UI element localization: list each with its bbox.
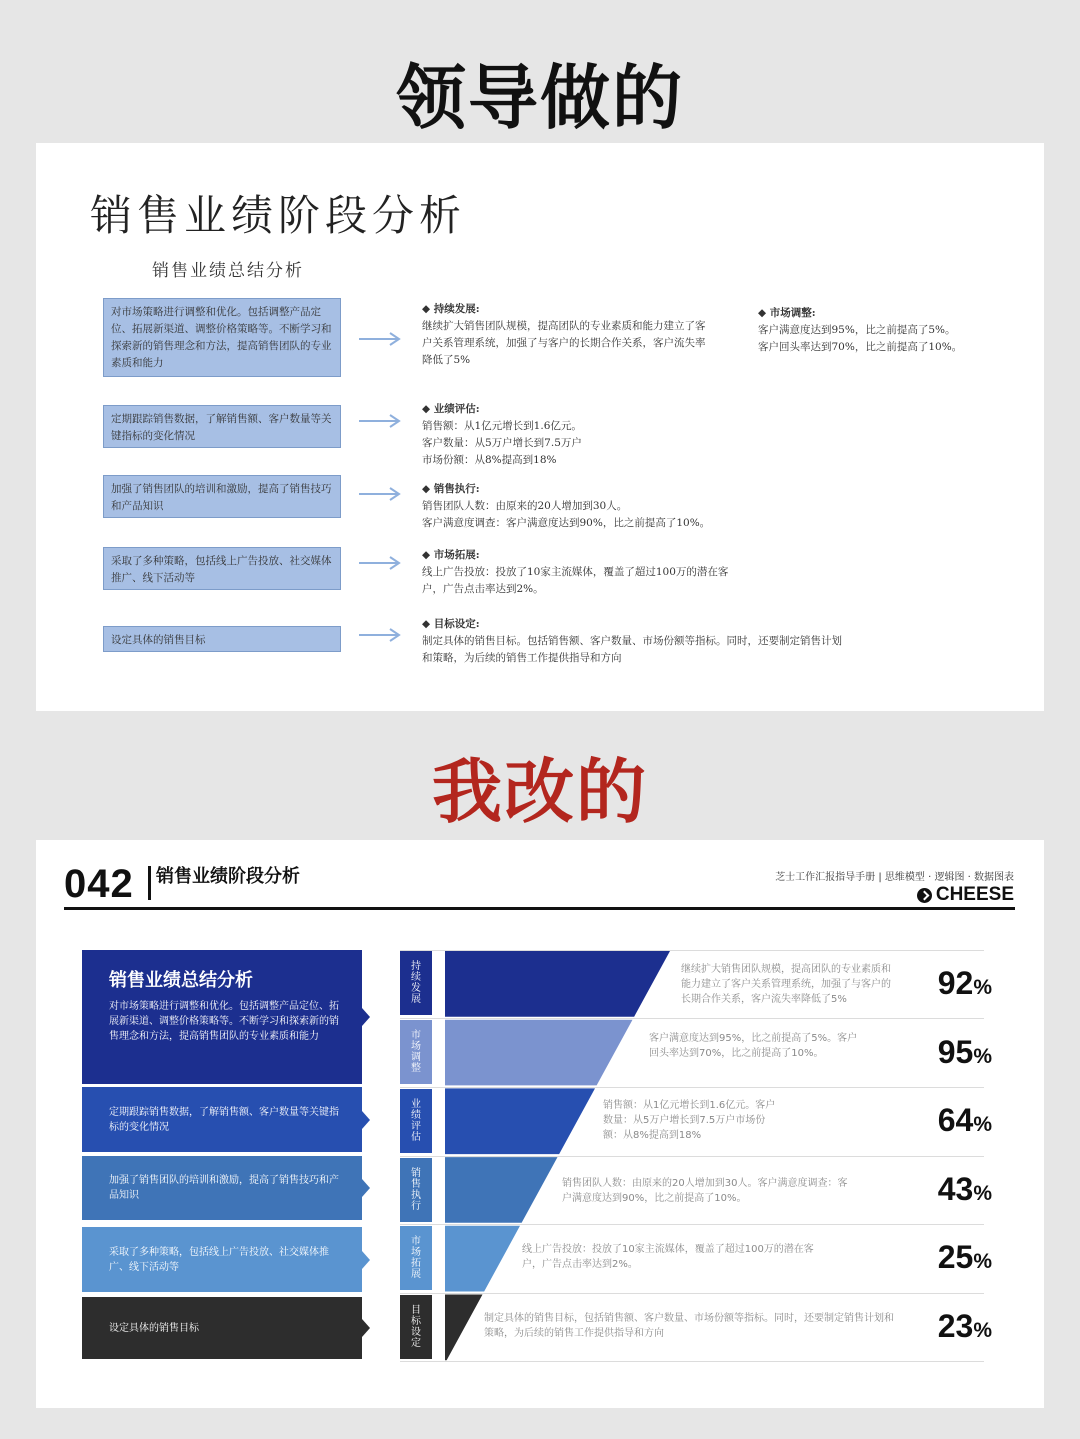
tag-evaluation: [400, 1089, 432, 1153]
old-box-2: 定期跟踪销售数据，了解销售额、客户数量等关键指标的变化情况: [103, 405, 341, 448]
detail-head: ◆ 目标设定:: [422, 618, 480, 630]
funnel-segment: [445, 951, 670, 1017]
old-detail-market: [758, 305, 1008, 356]
old-detail-target: [422, 616, 842, 667]
old-box-3: 加强了销售团队的培训和激励，提高了销售技巧和产品知识: [103, 475, 341, 518]
percent-sign: %: [973, 1319, 992, 1342]
funnel-segment: [445, 1157, 558, 1223]
row-divider: [400, 1293, 984, 1294]
right-arrow-icon: [358, 332, 402, 346]
funnel-segment: [445, 1020, 633, 1086]
old-slide-title: 销售业绩阶段分析: [90, 191, 467, 240]
page-number: 042: [64, 862, 134, 906]
percent-execution: [902, 1171, 992, 1208]
tag-target: [400, 1295, 432, 1359]
tag-sustain: [400, 951, 432, 1015]
row-divider: [400, 1156, 984, 1157]
detail-head: ◆ 业绩评估:: [422, 403, 480, 415]
detail-text: 线上广告投放：投放了10家主流媒体，覆盖了超过100万的潜在客户，广告点击率达到2%。: [422, 566, 729, 595]
tag-label: 销售执行: [411, 1168, 421, 1212]
old-box-5: 设定具体的销售目标: [103, 626, 341, 652]
detail-line: 销售额：从1亿元增长到1.6亿元。: [422, 420, 582, 432]
right-arrow-icon: [358, 628, 402, 642]
old-box-1: 对市场策略进行调整和优化。包括调整产品定位、拓展新渠道、调整价格策略等。不断学习和探索新的销售理念和方法，提高销售团队的专业素质和能力: [103, 298, 341, 377]
tag-expansion: [400, 1226, 432, 1290]
summary-text: 对市场策略进行调整和优化。包括调整产品定位、拓展新渠道、调整价格策略等。不断学习和探索新的销售理念和方法，提高销售团队的专业素质和能力: [109, 1001, 339, 1042]
row-divider: [400, 1361, 984, 1362]
tag-label: 业绩评估: [411, 1099, 421, 1143]
percent-value: 23: [937, 1308, 974, 1344]
funnel-segment: [445, 1226, 520, 1292]
percent-sign: %: [973, 1250, 992, 1273]
old-detail-evaluation: [422, 401, 842, 469]
left-box-text: 加强了销售团队的培训和激励，提高了销售技巧和产品知识: [109, 1175, 339, 1201]
funnel-segment: [445, 1295, 483, 1361]
heading-my-version: 我改的: [432, 751, 648, 833]
detail-line: 销售团队人数：由原来的20人增加到30人。: [422, 500, 628, 512]
summary-heading: 销售业绩总结分析: [109, 970, 253, 991]
detail-head: ◆ 市场调整:: [758, 307, 816, 319]
row-text-sustain: 继续扩大销售团队规模，提高团队的专业素质和能力建立了客户关系管理系统，加强了与客户的长期合作关系，客户流失率降低了5%: [681, 964, 891, 1005]
detail-text: 制定具体的销售目标。包括销售额、客户数量、市场份额等指标。同时，还要制定销售计划和策略，为后续的销售工作提供指导和方向: [422, 635, 842, 664]
tag-label: 目标设定: [411, 1305, 421, 1349]
heading-leader-version: 领导做的: [396, 57, 684, 139]
row-divider: [400, 1087, 984, 1088]
detail-line: 客户数量：从5万户增长到7.5万户: [422, 437, 582, 449]
detail-text: 继续扩大销售团队规模，提高团队的专业素质和能力建立了客户关系管理系统，加强了与客户的长期合作关系，客户流失率降低了5%: [422, 320, 706, 366]
left-box-text: 设定具体的销售目标: [109, 1322, 199, 1334]
percent-value: 92: [937, 965, 974, 1001]
percent-expansion: [902, 1239, 992, 1276]
row-divider: [400, 1224, 984, 1225]
detail-line: 市场份额：从8%提高到18%: [422, 454, 557, 466]
series-meta: 芝士工作汇报指导手册 | 思维模型 · 逻辑图 · 数据图表: [775, 872, 1014, 883]
percent-sign: %: [973, 1045, 992, 1068]
percent-sign: %: [973, 976, 992, 999]
row-text-target: 制定具体的销售目标，包括销售额、客户数量、市场份额等指标。同时，还要制定销售计划和策略，为后续的销售工作提供指导和方向: [484, 1313, 894, 1339]
row-text-market-adjust: 客户满意度达到95%，比之前提高了5%。客户回头率达到70%，比之前提高了10%。: [649, 1033, 858, 1059]
percent-value: 25: [937, 1239, 974, 1275]
new-slide-title: 销售业绩阶段分析: [156, 866, 300, 887]
detail-head: ◆ 市场拓展:: [422, 549, 480, 561]
left-box-text: 采取了多种策略，包括线上广告投放、社交媒体推广、线下活动等: [109, 1246, 329, 1273]
right-arrow-icon: [358, 414, 402, 428]
detail-line: 客户满意度达到95%，比之前提高了5%。: [758, 324, 956, 336]
brand-name: CHEESE: [935, 884, 1014, 905]
detail-head: ◆ 销售执行:: [422, 483, 480, 495]
funnel-segment: [445, 1088, 595, 1154]
old-detail-expansion: [422, 547, 742, 598]
percent-sustain: [902, 965, 992, 1002]
old-box-4: 采取了多种策略，包括线上广告投放、社交媒体推广、线下活动等: [103, 547, 341, 590]
percent-sign: %: [973, 1113, 992, 1136]
row-divider: [400, 950, 984, 951]
percent-value: 95: [937, 1034, 974, 1070]
tag-execution: [400, 1158, 432, 1222]
row-text-expansion: 线上广告投放：投放了10家主流媒体，覆盖了超过100万的潜在客户，广告点击率达到2%。: [522, 1244, 814, 1270]
percent-value: 64: [937, 1102, 974, 1138]
percent-target: [902, 1308, 992, 1345]
detail-line: 客户满意度调查：客户满意度达到90%，比之前提高了10%。: [422, 517, 711, 529]
row-divider: [400, 1018, 984, 1019]
old-detail-execution: [422, 481, 712, 532]
right-arrow-icon: [358, 487, 402, 501]
new-slide: [36, 840, 1044, 1408]
percent-value: 43: [937, 1171, 974, 1207]
row-text-evaluation: 销售额：从1亿元增长到1.6亿元。客户数量：从5万户增长到7.5万户市场份额：从8%提高到18%: [603, 1100, 776, 1141]
percent-market-adjust: [902, 1034, 992, 1071]
old-detail-sustain: [422, 301, 712, 369]
row-text-execution: 销售团队人数：由原来的20人增加到30人。客户满意度调查：客户满意度达到90%，比之前提高了10%。: [562, 1178, 848, 1204]
tag-label: 持续发展: [411, 961, 421, 1005]
old-slide: [36, 143, 1044, 711]
tag-label: 市场调整: [411, 1030, 421, 1074]
detail-line: 客户回头率达到70%，比之前提高了10%。: [758, 341, 963, 353]
left-box-text: 定期跟踪销售数据，了解销售额、客户数量等关键指标的变化情况: [109, 1106, 339, 1133]
percent-sign: %: [973, 1182, 992, 1205]
detail-head: ◆ 持续发展:: [422, 303, 480, 315]
percent-evaluation: [902, 1102, 992, 1139]
tag-market-adjust: [400, 1020, 432, 1084]
tag-label: 市场拓展: [411, 1236, 421, 1280]
right-arrow-icon: [358, 556, 402, 570]
old-slide-subtitle: 销售业绩总结分析: [152, 261, 304, 281]
